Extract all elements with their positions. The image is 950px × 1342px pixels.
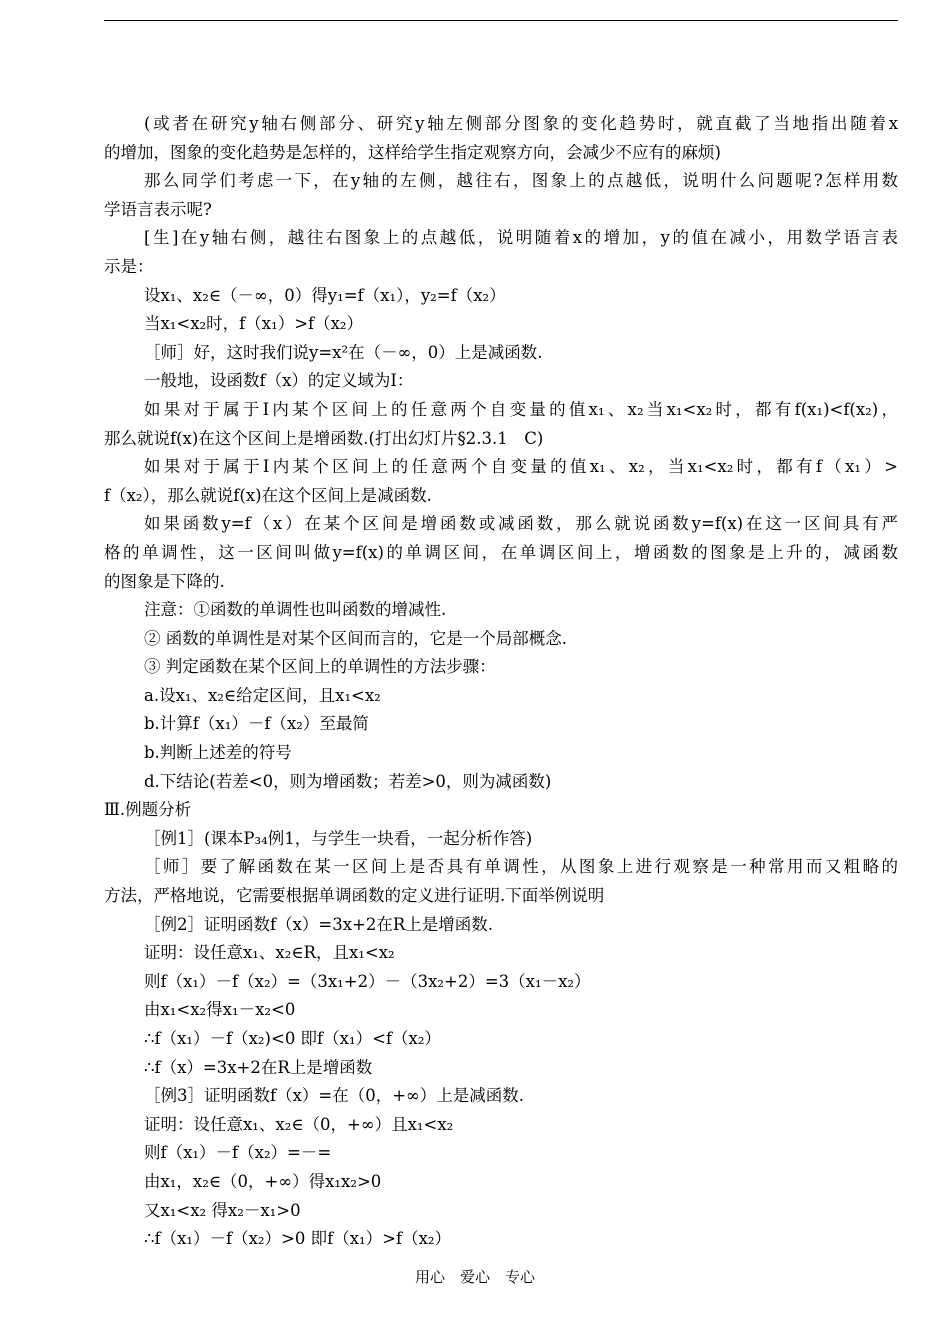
text-line: ③ 判定函数在某个区间上的单调性的方法步骤： <box>144 657 496 677</box>
text-line: 如果对于属于Ⅰ内某个区间上的任意两个自变量的值x₁、x₂当x₁<x₂时，都有f(x₁)<f(x₂)， <box>144 399 898 419</box>
text-line: 那么就说f(x)在这个区间上是增函数.(打出幻灯片§2.3.1 C) <box>104 428 544 448</box>
text-line: 当x₁<x₂时，f（x₁）>f（x₂） <box>144 314 364 334</box>
text-line: 设x₁、x₂∈（－∞，0）得y₁=f（x₁），y₂=f（x₂） <box>144 285 506 305</box>
text-line: a.设x₁、x₂∈给定区间，且x₁<x₂ <box>144 685 381 705</box>
text-line: ［例2］证明函数f（x）=3x+2在R上是增函数. <box>144 914 494 934</box>
text-line: ［师］好，这时我们说y=x²在（－∞，0）上是减函数. <box>144 342 543 362</box>
text-line: 的增加，图象的变化趋势是怎样的，这样给学生指定观察方向，会减少不应有的麻烦) <box>104 142 721 162</box>
text-line: 学语言表示呢? <box>104 199 212 219</box>
text-line: 如果函数y=f（x）在某个区间是增函数或减函数，那么就说函数y=f(x)在这一区间具有严 <box>144 514 898 534</box>
text-line: ［师］要了解函数在某一区间上是否具有单调性，从图象上进行观察是一种常用而又粗略的 <box>144 857 898 877</box>
text-line: ［例1］(课本P₃₄例1，与学生一块看，一起分析作答) <box>144 828 533 848</box>
text-line: 格的单调性，这一区间叫做y=f(x)的单调区间，在单调区间上，增函数的图象是上升的，减函数 <box>104 542 898 562</box>
text-line: 一般地，设函数f（x）的定义域为Ⅰ： <box>144 371 414 391</box>
text-line: b.判断上述差的符号 <box>144 743 292 763</box>
text-line: f（x₂），那么就说f(x)在这个区间上是减函数. <box>104 485 432 505</box>
page-footer: 用心 爱心 专心 <box>414 1268 535 1286</box>
text-line: ∴f（x₁）－f（x₂)<0 即f（x₁）<f（x₂） <box>144 1029 441 1048</box>
text-line: 则f（x₁）－f（x₂）=（3x₁+2）－（3x₂+2）=3（x₁－x₂） <box>144 971 591 991</box>
text-line: 由x₁，x₂∈（0，+∞）得x₁x₂>0 <box>144 1171 382 1191</box>
text-line: [生]在y轴右侧，越往右图象上的点越低，说明随着x的增加，y的值在减小，用数学语言表 <box>144 228 898 248</box>
text-line: 示是： <box>104 256 154 276</box>
text-line: 则f（x₁）－f（x₂）=－= <box>144 1143 332 1163</box>
text-line: 证明：设任意x₁、x₂∈（0，+∞）且x₁<x₂ <box>144 1114 454 1134</box>
text-line: 注意：①函数的单调性也叫函数的增减性. <box>144 600 447 620</box>
document-body <box>104 110 898 1254</box>
header-rule <box>104 20 898 21</box>
text-line: 那么同学们考虑一下，在y轴的左侧，越往右，图象上的点越低，说明什么问题呢?怎样用数 <box>144 171 898 191</box>
text-line: (或者在研究y轴右侧部分、研究y轴左侧部分图象的变化趋势时，就直截了当地指出随着x <box>144 114 898 133</box>
text-line: ② 函数的单调性是对某个区间而言的，它是一个局部概念. <box>144 628 567 648</box>
text-line: b.计算f（x₁）－f（x₂）至最简 <box>144 714 369 734</box>
text-line: d.下结论(若差<0，则为增函数；若差>0，则为减函数) <box>144 771 552 791</box>
text-line: 方法，严格地说，它需要根据单调函数的定义进行证明.下面举例说明 <box>104 886 605 906</box>
text-line: ∴f（x₁）－f（x₂）>0 即f（x₁）>f（x₂） <box>144 1229 451 1249</box>
text-line: 的图象是下降的. <box>104 571 225 591</box>
text-line: 如果对于属于Ⅰ内某个区间上的任意两个自变量的值x₁、x₂，当x₁<x₂时，都有f（x₁）> <box>144 457 898 477</box>
text-line: 证明：设任意x₁、x₂∈R，且x₁<x₂ <box>144 943 395 963</box>
text-line: ［例3］证明函数f（x）=在（0，+∞）上是减函数. <box>144 1086 525 1106</box>
text-line: 又x₁<x₂ 得x₂－x₁>0 <box>144 1200 301 1220</box>
section-heading: Ⅲ.例题分析 <box>104 800 192 820</box>
text-line: 由x₁<x₂得x₁－x₂<0 <box>144 1000 296 1020</box>
text-line: ∴f（x）=3x+2在R上是增函数 <box>144 1057 373 1077</box>
